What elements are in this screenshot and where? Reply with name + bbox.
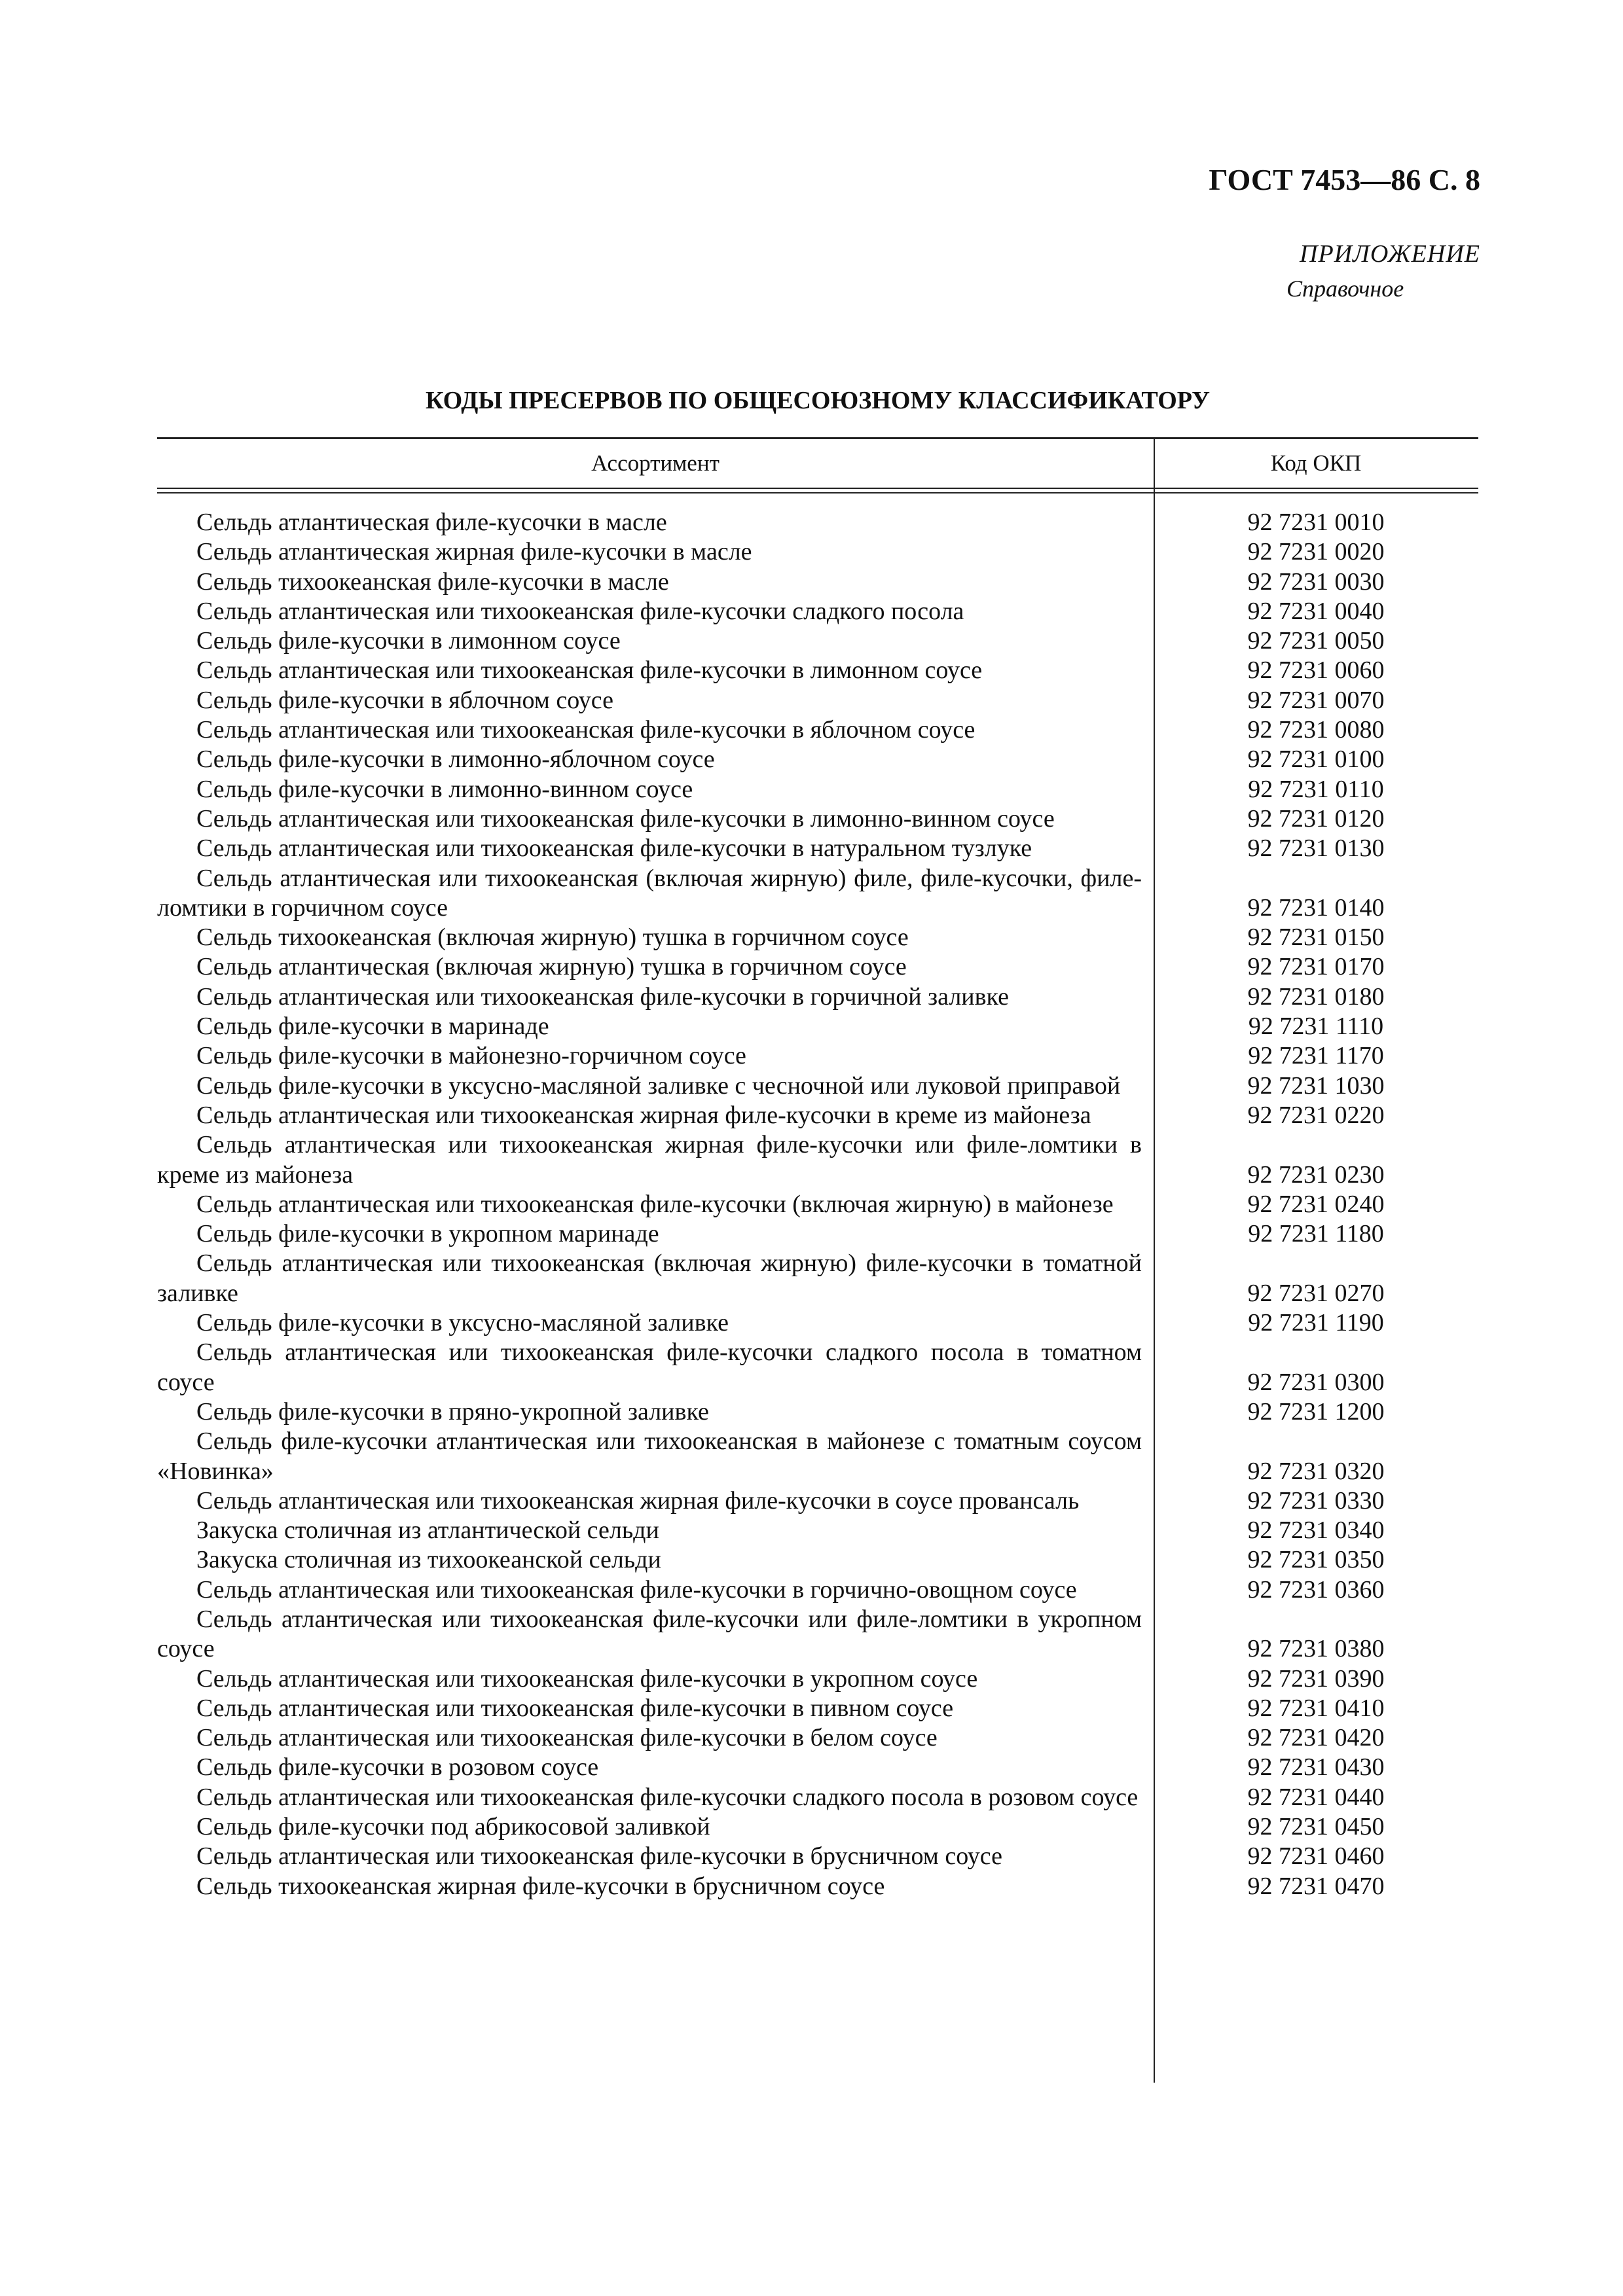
assortment-cell: Сельдь атлантическая или тихоокеанская филе-кусочки в лимонном соусе: [196, 656, 983, 685]
table-row: [157, 982, 1478, 1012]
assortment-cell: Сельдь атлантическая или тихоокеанская филе-кусочки в лимонно-винном соусе: [196, 804, 1055, 833]
column-header-code: Код ОКП: [1270, 450, 1362, 476]
assortment-cell: Сельдь атлантическая или тихоокеанская филе-кусочки в яблочном соусе: [196, 716, 976, 744]
assortment-cell: Сельдь тихоокеанская (включая жирную) тушка в горчичном соусе: [196, 924, 909, 952]
table-row: [157, 1783, 1478, 1812]
table-row: [157, 567, 1478, 597]
okp-code-cell: 92 7231 0420: [1247, 1724, 1385, 1752]
assortment-cell: Сельдь атлантическая или тихоокеанская филе-кусочки в горчично-овощном соусе: [196, 1575, 1077, 1604]
table-row: [157, 1308, 1478, 1338]
table-row: [157, 1575, 1478, 1605]
okp-code-cell: 92 7231 0180: [1247, 982, 1385, 1011]
table-row: [157, 745, 1478, 774]
table-row: [157, 1427, 1478, 1486]
table-row: [157, 952, 1478, 982]
table-row: [157, 1694, 1478, 1723]
okp-code-cell: 92 7231 0460: [1247, 1842, 1385, 1871]
table-header-rule: [157, 488, 1478, 493]
okp-code-cell: 92 7231 1180: [1248, 1220, 1384, 1248]
table-row: [157, 1190, 1478, 1219]
okp-code-cell: 92 7231 0020: [1247, 538, 1385, 566]
document-title: КОДЫ ПРЕСЕРВОВ ПО ОБЩЕСОЮЗНОМУ КЛАССИФИКАТОРУ: [426, 387, 1210, 414]
okp-code-cell: 92 7231 0170: [1247, 953, 1385, 981]
okp-code-cell: 92 7231 0230: [1247, 1160, 1385, 1189]
okp-code-cell: 92 7231 0340: [1247, 1516, 1385, 1545]
table-row: [157, 834, 1478, 863]
appendix-type: Справочное: [1286, 276, 1404, 302]
assortment-cell: Сельдь атлантическая филе-кусочки в масле: [196, 509, 667, 536]
okp-code-cell: 92 7231 1190: [1248, 1309, 1384, 1337]
assortment-cell: Сельдь атлантическая или тихоокеанская (включая жирную) филе-кусочки в томатной заливке: [157, 1249, 1142, 1307]
assortment-cell: Сельдь филе-кусочки в яблочном соусе: [196, 686, 613, 714]
okp-code-cell: 92 7231 0410: [1247, 1694, 1385, 1722]
table-row: [157, 508, 1478, 537]
assortment-cell: Сельдь атлантическая или тихоокеанская филе-кусочки в белом соусе: [196, 1724, 938, 1752]
table-row: [157, 1338, 1478, 1397]
table-row: [157, 1012, 1478, 1041]
okp-code-cell: 92 7231 0080: [1247, 716, 1385, 744]
okp-code-cell: 92 7231 0100: [1247, 745, 1385, 774]
okp-code-cell: 92 7231 0440: [1247, 1783, 1385, 1811]
okp-code-cell: 92 7231 0330: [1247, 1486, 1385, 1515]
okp-code-cell: 92 7231 0300: [1247, 1368, 1385, 1396]
table-row: [157, 1842, 1478, 1871]
okp-code-cell: 92 7231 1030: [1247, 1071, 1385, 1100]
assortment-cell: Сельдь атлантическая или тихоокеанская филе-кусочки в горчичной заливке: [196, 982, 1009, 1011]
table-row: [157, 1812, 1478, 1842]
okp-code-cell: 92 7231 0120: [1247, 804, 1385, 833]
table-row: [157, 1071, 1478, 1101]
assortment-cell: Сельдь атлантическая или тихоокеанская филе-кусочки сладкого посола в розовом соусе: [196, 1783, 1139, 1811]
okp-code-cell: 92 7231 0360: [1247, 1575, 1385, 1604]
okp-code-cell: 92 7231 0270: [1247, 1279, 1385, 1307]
okp-code-cell: 92 7231 0450: [1247, 1813, 1385, 1841]
table-row: [157, 1101, 1478, 1130]
assortment-cell: Сельдь филе-кусочки в розовом соусе: [196, 1753, 599, 1782]
assortment-cell: Сельдь атлантическая жирная филе-кусочки в масле: [196, 538, 752, 566]
codes-table: [157, 437, 1478, 1901]
okp-code-cell: 92 7231 0350: [1247, 1546, 1385, 1574]
table-row: [157, 1872, 1478, 1901]
table-row: [157, 656, 1478, 685]
okp-code-cell: 92 7231 0070: [1247, 686, 1385, 714]
okp-code-cell: 92 7231 0320: [1247, 1457, 1385, 1485]
assortment-cell: Сельдь филе-кусочки атлантическая или тихоокеанская в майонезе с томатным соусом «Новинка»: [157, 1427, 1142, 1485]
assortment-cell: Сельдь атлантическая или тихоокеанская филе-кусочки в брусничном соусе: [196, 1842, 1002, 1871]
table-body: [157, 493, 1478, 1901]
table-row: [157, 1605, 1478, 1664]
assortment-cell: Сельдь филе-кусочки в уксусно-масляной заливке с чесночной или луковой приправой: [196, 1071, 1121, 1100]
table-row: [157, 1664, 1478, 1694]
table-row: [157, 1545, 1478, 1575]
table-row: [157, 804, 1478, 834]
table-row: [157, 1753, 1478, 1782]
assortment-cell: Сельдь филе-кусочки в лимонно-яблочном соусе: [196, 745, 715, 774]
assortment-cell: Сельдь филе-кусочки в пряно-укропной заливке: [196, 1397, 709, 1426]
assortment-cell: Сельдь атлантическая или тихоокеанская филе-кусочки сладкого посола в томатном соусе: [157, 1338, 1142, 1396]
table-row: [157, 775, 1478, 804]
assortment-cell: Сельдь атлантическая или тихоокеанская филе-кусочки или филе-ломтики в укропном соусе: [157, 1605, 1142, 1663]
okp-code-cell: 92 7231 0110: [1248, 775, 1384, 803]
assortment-cell: Сельдь атлантическая или тихоокеанская жирная филе-кусочки в креме из майонеза: [196, 1101, 1091, 1129]
okp-code-cell: 92 7231 0060: [1247, 656, 1385, 685]
assortment-cell: Сельдь атлантическая или тихоокеанская филе-кусочки (включая жирную) в майонезе: [196, 1190, 1114, 1218]
table-header: [157, 439, 1478, 488]
okp-code-cell: 92 7231 0380: [1247, 1635, 1385, 1663]
assortment-cell: Сельдь филе-кусочки в маринаде: [196, 1013, 549, 1041]
okp-code-cell: 92 7231 0390: [1247, 1664, 1385, 1693]
assortment-cell: Сельдь атлантическая или тихоокеанская филе-кусочки сладкого посола: [196, 597, 964, 625]
okp-code-cell: 92 7231 1110: [1248, 1013, 1384, 1041]
table-row: [157, 1397, 1478, 1427]
table-row: [157, 597, 1478, 626]
table-row: [157, 1219, 1478, 1249]
table-row: [157, 715, 1478, 745]
assortment-cell: Закуска столичная из тихоокеанской сельди: [196, 1546, 661, 1574]
table-row: [157, 686, 1478, 715]
table-row: [157, 1130, 1478, 1190]
okp-code-cell: 92 7231 1200: [1247, 1397, 1385, 1426]
assortment-cell: Сельдь атлантическая или тихоокеанская филе-кусочки в укропном соусе: [196, 1664, 978, 1693]
table-row: [157, 1516, 1478, 1545]
okp-code-cell: 92 7231 0470: [1247, 1872, 1385, 1900]
okp-code-cell: 92 7231 0430: [1247, 1753, 1385, 1782]
table-row: [157, 626, 1478, 656]
assortment-cell: Сельдь атлантическая или тихоокеанская жирная филе-кусочки или филе-ломтики в креме из майонеза: [157, 1131, 1142, 1189]
table-row: [157, 1723, 1478, 1753]
table-row: [157, 1041, 1478, 1071]
okp-code-cell: 92 7231 0030: [1247, 567, 1385, 596]
okp-code-cell: 92 7231 0140: [1247, 893, 1385, 922]
assortment-cell: Закуска столичная из атлантической сельди: [196, 1516, 659, 1545]
table-row: [157, 537, 1478, 567]
column-divider: [1154, 437, 1155, 2083]
table-row: [157, 864, 1478, 924]
assortment-cell: Сельдь тихоокеанская филе-кусочки в масле: [196, 567, 669, 596]
assortment-cell: Сельдь филе-кусочки в уксусно-масляной заливке: [196, 1309, 729, 1337]
assortment-cell: Сельдь филе-кусочки под абрикосовой заливкой: [196, 1813, 710, 1841]
document-code: ГОСТ 7453—86 С. 8: [1209, 163, 1480, 196]
okp-code-cell: 92 7231 0240: [1247, 1190, 1385, 1218]
assortment-cell: Сельдь филе-кусочки в майонезно-горчичном соусе: [196, 1042, 746, 1070]
assortment-cell: Сельдь атлантическая или тихоокеанская филе-кусочки в натуральном тузлуке: [196, 834, 1032, 863]
okp-code-cell: 92 7231 0220: [1247, 1101, 1385, 1129]
okp-code-cell: 92 7231 0010: [1247, 509, 1385, 536]
assortment-cell: Сельдь атлантическая (включая жирную) тушка в горчичном соусе: [196, 953, 907, 981]
assortment-cell: Сельдь филе-кусочки в лимонно-винном соусе: [196, 775, 693, 803]
assortment-cell: Сельдь филе-кусочки в укропном маринаде: [196, 1220, 659, 1248]
table-row: [157, 1486, 1478, 1516]
column-header-assortment: Ассортимент: [591, 450, 720, 476]
okp-code-cell: 92 7231 0040: [1247, 597, 1385, 625]
okp-code-cell: 92 7231 0150: [1247, 924, 1385, 952]
assortment-cell: Сельдь атлантическая или тихоокеанская жирная филе-кусочки в соусе провансаль: [196, 1486, 1080, 1515]
okp-code-cell: 92 7231 1170: [1248, 1042, 1384, 1070]
okp-code-cell: 92 7231 0050: [1247, 627, 1385, 655]
assortment-cell: Сельдь тихоокеанская жирная филе-кусочки в брусничном соусе: [196, 1872, 885, 1900]
table-row: [157, 923, 1478, 952]
okp-code-cell: 92 7231 0130: [1247, 834, 1385, 863]
assortment-cell: Сельдь филе-кусочки в лимонном соусе: [196, 627, 621, 655]
assortment-cell: Сельдь атлантическая или тихоокеанская (включая жирную) филе, филе-кусочки, филе-ломтики в горчичном соусе: [157, 864, 1142, 922]
assortment-cell: Сельдь атлантическая или тихоокеанская филе-кусочки в пивном соусе: [196, 1694, 954, 1722]
table-row: [157, 1249, 1478, 1308]
appendix-label: ПРИЛОЖЕНИЕ: [1300, 240, 1480, 268]
